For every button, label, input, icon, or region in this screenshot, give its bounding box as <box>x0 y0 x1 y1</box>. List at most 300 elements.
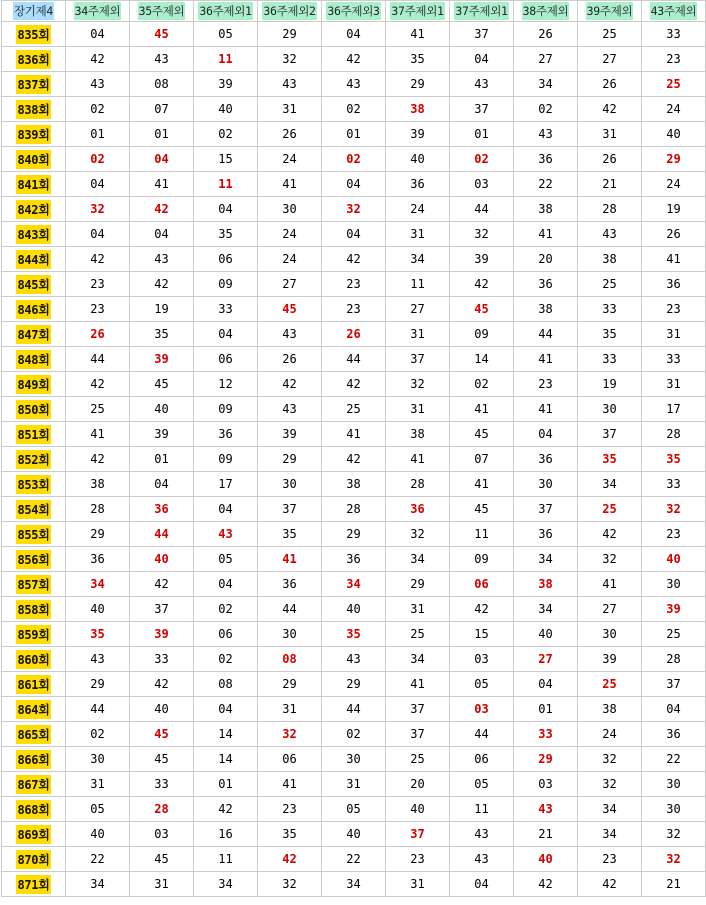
table-row <box>2 72 706 97</box>
number-cell: 32 <box>578 772 642 797</box>
number-cell: 43 <box>514 797 578 822</box>
round-cell <box>2 97 66 122</box>
header-label: 36주제외2 <box>263 4 316 18</box>
number-cell: 32 <box>386 522 450 547</box>
number-cell: 26 <box>642 222 706 247</box>
number-cell: 28 <box>386 472 450 497</box>
number-cell: 28 <box>66 497 130 522</box>
number-cell: 06 <box>194 622 258 647</box>
number-cell: 02 <box>66 722 130 747</box>
header-cell <box>258 1 322 22</box>
number-cell: 37 <box>130 597 194 622</box>
number-cell: 22 <box>514 172 578 197</box>
number-cell: 04 <box>130 472 194 497</box>
header-label: 39주제외 <box>586 4 633 18</box>
number-cell: 34 <box>578 822 642 847</box>
round-label: 866회 <box>16 750 50 769</box>
number-cell: 40 <box>66 822 130 847</box>
number-cell: 37 <box>258 497 322 522</box>
number-cell: 02 <box>66 97 130 122</box>
number-cell: 43 <box>322 72 386 97</box>
number-cell: 38 <box>578 247 642 272</box>
number-cell: 39 <box>194 72 258 97</box>
number-cell: 12 <box>194 372 258 397</box>
number-cell: 42 <box>66 247 130 272</box>
number-cell: 25 <box>578 272 642 297</box>
number-cell: 38 <box>514 297 578 322</box>
number-cell: 23 <box>322 297 386 322</box>
number-cell: 14 <box>194 722 258 747</box>
round-cell <box>2 472 66 497</box>
number-cell: 37 <box>642 672 706 697</box>
number-cell: 40 <box>642 547 706 572</box>
number-cell: 33 <box>642 22 706 47</box>
number-cell: 28 <box>642 647 706 672</box>
number-cell: 41 <box>258 547 322 572</box>
round-cell <box>2 122 66 147</box>
number-cell: 31 <box>386 872 450 897</box>
header-label: 43주제외 <box>650 4 697 18</box>
number-cell: 29 <box>514 747 578 772</box>
number-cell: 11 <box>450 797 514 822</box>
number-cell: 41 <box>386 447 450 472</box>
number-cell: 42 <box>578 872 642 897</box>
number-cell: 36 <box>514 272 578 297</box>
number-cell: 04 <box>642 697 706 722</box>
number-cell: 26 <box>514 22 578 47</box>
round-label: 868회 <box>16 800 50 819</box>
number-cell: 24 <box>258 222 322 247</box>
number-cell: 35 <box>130 322 194 347</box>
table-row <box>2 397 706 422</box>
number-cell: 36 <box>514 147 578 172</box>
number-cell: 23 <box>66 272 130 297</box>
number-cell: 11 <box>386 272 450 297</box>
number-cell: 23 <box>66 297 130 322</box>
number-cell: 39 <box>130 347 194 372</box>
number-cell: 44 <box>514 322 578 347</box>
round-cell <box>2 872 66 897</box>
number-cell: 27 <box>258 272 322 297</box>
number-cell: 01 <box>194 772 258 797</box>
number-cell: 43 <box>578 222 642 247</box>
table-row <box>2 372 706 397</box>
round-cell <box>2 422 66 447</box>
round-cell <box>2 522 66 547</box>
number-cell: 04 <box>66 172 130 197</box>
number-cell: 08 <box>194 672 258 697</box>
round-label: 871회 <box>16 875 50 894</box>
number-cell: 08 <box>130 72 194 97</box>
number-cell: 31 <box>130 872 194 897</box>
number-cell: 33 <box>578 297 642 322</box>
number-cell: 37 <box>514 497 578 522</box>
number-cell: 25 <box>386 747 450 772</box>
round-cell <box>2 322 66 347</box>
number-cell: 40 <box>386 797 450 822</box>
round-cell <box>2 72 66 97</box>
number-cell: 33 <box>642 472 706 497</box>
number-cell: 41 <box>386 672 450 697</box>
number-cell: 35 <box>578 322 642 347</box>
number-cell: 01 <box>66 122 130 147</box>
number-cell: 38 <box>514 197 578 222</box>
number-cell: 31 <box>258 697 322 722</box>
number-cell: 16 <box>194 822 258 847</box>
number-cell: 45 <box>130 747 194 772</box>
header-cell <box>450 1 514 22</box>
round-cell <box>2 222 66 247</box>
number-cell: 29 <box>66 672 130 697</box>
round-label: 852회 <box>16 450 50 469</box>
number-cell: 04 <box>514 672 578 697</box>
number-cell: 09 <box>194 447 258 472</box>
round-label: 859회 <box>16 625 50 644</box>
number-cell: 33 <box>578 347 642 372</box>
number-cell: 35 <box>642 447 706 472</box>
number-cell: 32 <box>642 497 706 522</box>
number-cell: 11 <box>450 522 514 547</box>
number-cell: 43 <box>66 647 130 672</box>
number-cell: 45 <box>130 372 194 397</box>
round-label: 835회 <box>16 25 50 44</box>
number-cell: 36 <box>514 522 578 547</box>
round-label: 864회 <box>16 700 50 719</box>
number-cell: 01 <box>514 697 578 722</box>
number-cell: 38 <box>386 97 450 122</box>
number-cell: 04 <box>194 322 258 347</box>
number-cell: 44 <box>130 522 194 547</box>
number-cell: 28 <box>322 497 386 522</box>
header-row <box>2 1 706 22</box>
header-label: 장기제4 <box>13 4 54 18</box>
number-cell: 42 <box>450 597 514 622</box>
number-cell: 04 <box>194 572 258 597</box>
table-row <box>2 547 706 572</box>
number-cell: 06 <box>450 747 514 772</box>
number-cell: 24 <box>258 147 322 172</box>
number-cell: 23 <box>642 297 706 322</box>
number-cell: 43 <box>450 847 514 872</box>
number-cell: 04 <box>194 697 258 722</box>
number-cell: 33 <box>130 647 194 672</box>
number-cell: 04 <box>322 22 386 47</box>
number-cell: 38 <box>578 697 642 722</box>
number-cell: 40 <box>130 397 194 422</box>
number-cell: 38 <box>322 472 386 497</box>
number-cell: 25 <box>578 497 642 522</box>
number-cell: 21 <box>642 872 706 897</box>
number-cell: 44 <box>450 722 514 747</box>
round-label: 865회 <box>16 725 50 744</box>
table-row <box>2 747 706 772</box>
number-cell: 41 <box>450 472 514 497</box>
number-cell: 04 <box>130 222 194 247</box>
number-cell: 02 <box>450 372 514 397</box>
number-cell: 36 <box>322 547 386 572</box>
number-cell: 33 <box>514 722 578 747</box>
number-cell: 25 <box>66 397 130 422</box>
round-label: 836회 <box>16 50 50 69</box>
number-cell: 04 <box>514 422 578 447</box>
table-row <box>2 497 706 522</box>
number-cell: 17 <box>642 397 706 422</box>
number-cell: 41 <box>578 572 642 597</box>
lottery-exclusion-table <box>1 0 706 897</box>
number-cell: 36 <box>386 497 450 522</box>
table-row <box>2 297 706 322</box>
number-cell: 41 <box>450 397 514 422</box>
number-cell: 26 <box>66 322 130 347</box>
number-cell: 38 <box>386 422 450 447</box>
number-cell: 45 <box>130 722 194 747</box>
header-cell <box>194 1 258 22</box>
number-cell: 35 <box>322 622 386 647</box>
number-cell: 02 <box>322 722 386 747</box>
number-cell: 09 <box>450 547 514 572</box>
number-cell: 26 <box>578 72 642 97</box>
number-cell: 32 <box>450 222 514 247</box>
number-cell: 45 <box>130 22 194 47</box>
number-cell: 29 <box>258 22 322 47</box>
number-cell: 30 <box>642 797 706 822</box>
number-cell: 20 <box>514 247 578 272</box>
table-body <box>2 22 706 897</box>
header-label: 37주제외1 <box>455 4 508 18</box>
number-cell: 43 <box>258 72 322 97</box>
number-cell: 26 <box>258 122 322 147</box>
number-cell: 23 <box>642 522 706 547</box>
round-label: 858회 <box>16 600 50 619</box>
round-cell <box>2 397 66 422</box>
number-cell: 42 <box>66 47 130 72</box>
table-row <box>2 822 706 847</box>
number-cell: 43 <box>130 247 194 272</box>
number-cell: 32 <box>578 547 642 572</box>
round-label: 849회 <box>16 375 50 394</box>
number-cell: 11 <box>194 847 258 872</box>
header-cell <box>386 1 450 22</box>
round-label: 856회 <box>16 550 50 569</box>
number-cell: 34 <box>66 572 130 597</box>
number-cell: 14 <box>194 747 258 772</box>
round-label: 838회 <box>16 100 50 119</box>
round-label: 851회 <box>16 425 50 444</box>
number-cell: 30 <box>322 747 386 772</box>
number-cell: 30 <box>258 472 322 497</box>
number-cell: 07 <box>130 97 194 122</box>
round-cell <box>2 497 66 522</box>
number-cell: 41 <box>130 172 194 197</box>
round-label: 846회 <box>16 300 50 319</box>
number-cell: 30 <box>578 397 642 422</box>
number-cell: 31 <box>386 397 450 422</box>
number-cell: 42 <box>322 447 386 472</box>
number-cell: 38 <box>514 572 578 597</box>
number-cell: 32 <box>642 822 706 847</box>
header-cell <box>66 1 130 22</box>
round-cell <box>2 22 66 47</box>
number-cell: 35 <box>578 447 642 472</box>
number-cell: 09 <box>450 322 514 347</box>
round-label: 853회 <box>16 475 50 494</box>
number-cell: 31 <box>322 772 386 797</box>
number-cell: 44 <box>322 697 386 722</box>
round-cell <box>2 297 66 322</box>
number-cell: 42 <box>258 372 322 397</box>
number-cell: 27 <box>386 297 450 322</box>
number-cell: 25 <box>642 72 706 97</box>
number-cell: 29 <box>322 522 386 547</box>
round-cell <box>2 672 66 697</box>
number-cell: 32 <box>578 747 642 772</box>
round-label: 843회 <box>16 225 50 244</box>
round-cell <box>2 597 66 622</box>
number-cell: 40 <box>514 622 578 647</box>
number-cell: 09 <box>194 272 258 297</box>
table-row <box>2 347 706 372</box>
number-cell: 25 <box>386 622 450 647</box>
number-cell: 33 <box>194 297 258 322</box>
number-cell: 42 <box>194 797 258 822</box>
round-label: 869회 <box>16 825 50 844</box>
number-cell: 31 <box>386 222 450 247</box>
table-row <box>2 722 706 747</box>
number-cell: 42 <box>322 247 386 272</box>
number-cell: 29 <box>258 447 322 472</box>
number-cell: 30 <box>514 472 578 497</box>
table-row <box>2 622 706 647</box>
number-cell: 42 <box>66 447 130 472</box>
round-label: 845회 <box>16 275 50 294</box>
round-cell <box>2 822 66 847</box>
number-cell: 34 <box>578 472 642 497</box>
number-cell: 24 <box>386 197 450 222</box>
table-row <box>2 797 706 822</box>
table-row <box>2 447 706 472</box>
number-cell: 34 <box>514 597 578 622</box>
number-cell: 04 <box>322 222 386 247</box>
number-cell: 31 <box>386 597 450 622</box>
header-cell <box>578 1 642 22</box>
number-cell: 01 <box>322 122 386 147</box>
number-cell: 35 <box>66 622 130 647</box>
number-cell: 41 <box>514 222 578 247</box>
number-cell: 11 <box>194 47 258 72</box>
header-cell <box>2 1 66 22</box>
number-cell: 28 <box>130 797 194 822</box>
number-cell: 35 <box>194 222 258 247</box>
round-label: 847회 <box>16 325 50 344</box>
number-cell: 43 <box>450 72 514 97</box>
number-cell: 34 <box>66 872 130 897</box>
number-cell: 37 <box>386 822 450 847</box>
number-cell: 08 <box>258 647 322 672</box>
table-row <box>2 322 706 347</box>
table-row <box>2 147 706 172</box>
number-cell: 43 <box>322 647 386 672</box>
number-cell: 43 <box>514 122 578 147</box>
number-cell: 40 <box>130 697 194 722</box>
number-cell: 30 <box>642 772 706 797</box>
number-cell: 27 <box>578 47 642 72</box>
number-cell: 24 <box>578 722 642 747</box>
table-row <box>2 522 706 547</box>
number-cell: 45 <box>130 847 194 872</box>
round-label: 841회 <box>16 175 50 194</box>
number-cell: 03 <box>450 697 514 722</box>
table-row <box>2 247 706 272</box>
number-cell: 02 <box>194 647 258 672</box>
table-row <box>2 422 706 447</box>
number-cell: 41 <box>258 772 322 797</box>
table-row <box>2 572 706 597</box>
round-cell <box>2 197 66 222</box>
round-cell <box>2 847 66 872</box>
number-cell: 40 <box>66 597 130 622</box>
number-cell: 02 <box>514 97 578 122</box>
number-cell: 19 <box>578 372 642 397</box>
number-cell: 45 <box>258 297 322 322</box>
number-cell: 32 <box>258 872 322 897</box>
round-cell <box>2 547 66 572</box>
number-cell: 05 <box>194 547 258 572</box>
number-cell: 34 <box>514 72 578 97</box>
number-cell: 27 <box>578 597 642 622</box>
number-cell: 40 <box>130 547 194 572</box>
number-cell: 03 <box>130 822 194 847</box>
round-cell <box>2 772 66 797</box>
number-cell: 30 <box>258 197 322 222</box>
header-label: 36주제외3 <box>327 4 380 18</box>
number-cell: 02 <box>322 147 386 172</box>
number-cell: 41 <box>514 347 578 372</box>
number-cell: 23 <box>514 372 578 397</box>
number-cell: 06 <box>258 747 322 772</box>
number-cell: 39 <box>386 122 450 147</box>
number-cell: 32 <box>386 372 450 397</box>
number-cell: 23 <box>258 797 322 822</box>
number-cell: 40 <box>194 97 258 122</box>
table-row <box>2 222 706 247</box>
number-cell: 24 <box>258 247 322 272</box>
number-cell: 31 <box>66 772 130 797</box>
number-cell: 34 <box>386 547 450 572</box>
number-cell: 17 <box>194 472 258 497</box>
number-cell: 32 <box>642 847 706 872</box>
number-cell: 39 <box>130 622 194 647</box>
number-cell: 19 <box>642 197 706 222</box>
number-cell: 34 <box>386 247 450 272</box>
number-cell: 36 <box>514 447 578 472</box>
round-cell <box>2 247 66 272</box>
number-cell: 37 <box>386 697 450 722</box>
number-cell: 04 <box>194 197 258 222</box>
number-cell: 44 <box>66 347 130 372</box>
number-cell: 37 <box>386 347 450 372</box>
round-cell <box>2 647 66 672</box>
number-cell: 45 <box>450 422 514 447</box>
number-cell: 39 <box>130 422 194 447</box>
number-cell: 04 <box>450 872 514 897</box>
number-cell: 38 <box>66 472 130 497</box>
number-cell: 32 <box>258 47 322 72</box>
number-cell: 39 <box>642 597 706 622</box>
number-cell: 29 <box>386 572 450 597</box>
number-cell: 05 <box>322 797 386 822</box>
number-cell: 44 <box>66 697 130 722</box>
number-cell: 40 <box>386 147 450 172</box>
